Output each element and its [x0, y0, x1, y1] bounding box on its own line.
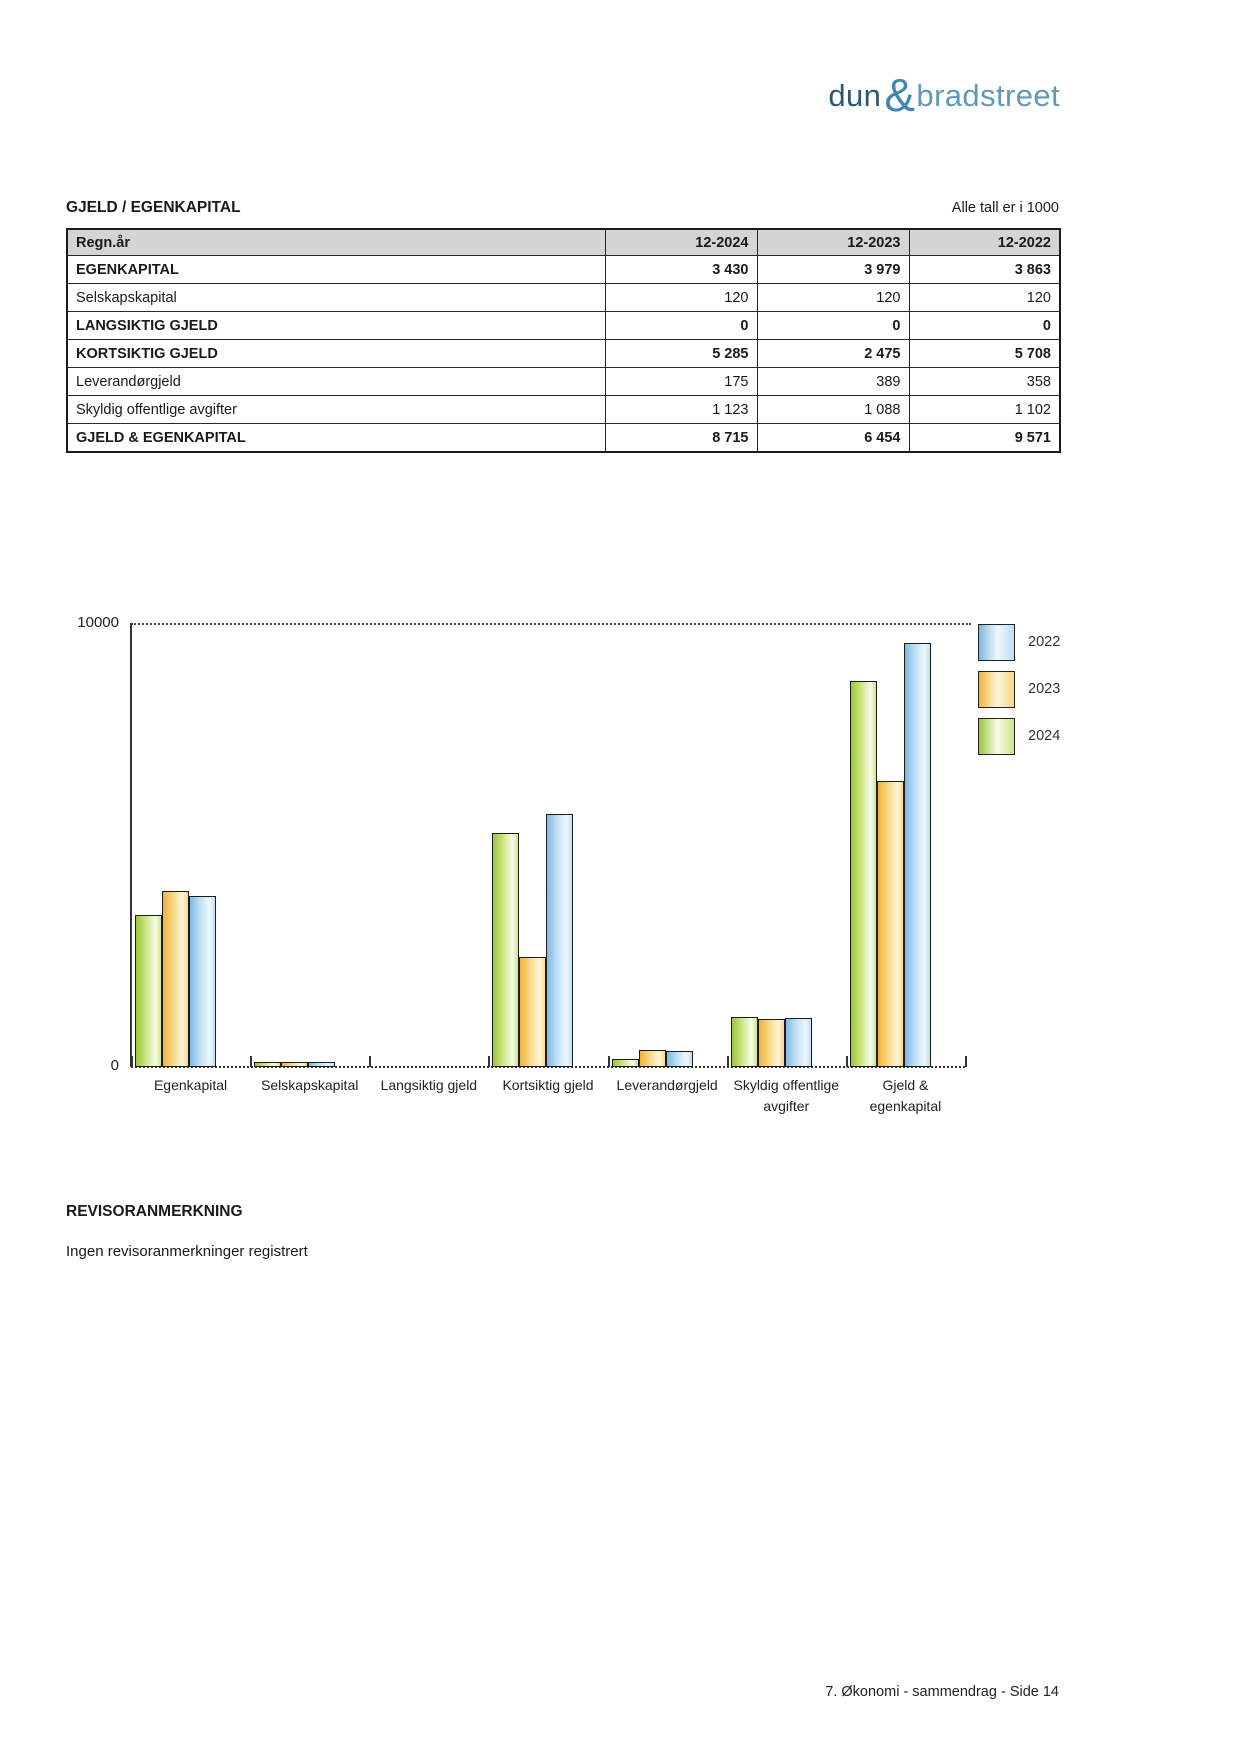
- auditor-remarks-text: Ingen revisoranmerkninger registrert: [66, 1243, 308, 1260]
- table-header-row: [67, 229, 1060, 256]
- category-label: Leverandørgjeld: [616, 1077, 718, 1093]
- category-label: Egenkapital: [153, 1077, 228, 1093]
- column-header: 12-2024: [605, 229, 757, 256]
- column-header: Regn.år: [67, 229, 605, 256]
- category-label: Skyldig offentlige avgifter: [733, 1077, 840, 1114]
- bar-2023-5: [639, 1050, 666, 1067]
- x-axis-tick: [965, 1056, 967, 1067]
- category-label: Gjeld & egenkapital: [869, 1077, 942, 1114]
- x-axis-tick: [846, 1056, 848, 1067]
- x-axis-tick: [727, 1056, 729, 1067]
- category-label: Langsiktig gjeld: [380, 1077, 478, 1093]
- row-value: 389: [757, 368, 909, 396]
- logo-text-bradstreet: bradstreet: [916, 78, 1060, 113]
- row-value: 1 102: [909, 396, 1060, 424]
- bar-2022-6: [785, 1018, 812, 1067]
- row-label: Skyldig offentlige avgifter: [67, 396, 605, 424]
- table-row: [67, 340, 1060, 368]
- row-value: 5 708: [909, 340, 1060, 368]
- row-value: 5 285: [605, 340, 757, 368]
- x-axis-tick: [488, 1056, 490, 1067]
- dnb-logo: [828, 68, 1060, 122]
- row-value: 1 123: [605, 396, 757, 424]
- table-row: [67, 312, 1060, 340]
- legend-swatch-2023: [978, 671, 1015, 708]
- row-value: 120: [757, 284, 909, 312]
- legend-label-2024: 2024: [1028, 728, 1061, 744]
- financial-table: [66, 228, 1061, 453]
- logo-text-dun: dun: [828, 78, 882, 113]
- row-value: 175: [605, 368, 757, 396]
- row-label: Leverandørgjeld: [67, 368, 605, 396]
- bar-2022-4: [546, 814, 573, 1067]
- row-value: 8 715: [605, 424, 757, 453]
- y-tick-label: 10000: [77, 614, 119, 631]
- y-gridline-10000: [131, 623, 971, 625]
- category-label: Kortsiktig gjeld: [502, 1077, 594, 1093]
- table-row: [67, 424, 1060, 453]
- bar-2023-2: [281, 1062, 308, 1067]
- y-axis: [130, 623, 132, 1067]
- row-value: 0: [909, 312, 1060, 340]
- row-value: 1 088: [757, 396, 909, 424]
- row-value: 120: [909, 284, 1060, 312]
- row-label: Selskapskapital: [67, 284, 605, 312]
- row-value: 0: [757, 312, 909, 340]
- page-footer: 7. Økonomi - sammendrag - Side 14: [825, 1684, 1059, 1700]
- table-row: [67, 396, 1060, 424]
- bar-2024-1: [135, 915, 162, 1067]
- row-label: GJELD & EGENKAPITAL: [67, 424, 605, 453]
- bar-2024-7: [850, 681, 877, 1067]
- x-axis-baseline: [131, 1066, 965, 1068]
- legend-label-2023: 2023: [1028, 681, 1061, 697]
- bar-2022-7: [904, 643, 931, 1067]
- column-header: 12-2023: [757, 229, 909, 256]
- x-axis-tick: [369, 1056, 371, 1067]
- bar-2022-1: [189, 896, 216, 1067]
- row-value: 3 979: [757, 256, 909, 284]
- bar-2024-6: [731, 1017, 758, 1067]
- row-value: 3 863: [909, 256, 1060, 284]
- row-value: 2 475: [757, 340, 909, 368]
- legend-swatch-2022: [978, 624, 1015, 661]
- legend-label-2022: 2022: [1028, 634, 1061, 650]
- row-value: 6 454: [757, 424, 909, 453]
- bar-2024-4: [492, 833, 519, 1067]
- bar-2022-2: [308, 1062, 335, 1067]
- row-value: 358: [909, 368, 1060, 396]
- table-row: [67, 368, 1060, 396]
- row-label: KORTSIKTIG GJELD: [67, 340, 605, 368]
- row-value: 9 571: [909, 424, 1060, 453]
- bar-2023-7: [877, 781, 904, 1067]
- row-label: EGENKAPITAL: [67, 256, 605, 284]
- row-label: LANGSIKTIG GJELD: [67, 312, 605, 340]
- auditor-remarks-title: REVISORANMERKNING: [66, 1203, 243, 1220]
- legend-swatch-2024: [978, 718, 1015, 755]
- row-value: 0: [605, 312, 757, 340]
- y-tick-label: 0: [110, 1057, 119, 1074]
- logo-ampersand-icon: &: [884, 69, 916, 121]
- bar-2024-5: [612, 1059, 639, 1067]
- bar-2023-6: [758, 1019, 785, 1067]
- table-row: [67, 284, 1060, 312]
- bar-2022-5: [666, 1051, 693, 1067]
- category-label: Selskapskapital: [261, 1077, 359, 1093]
- x-axis-tick: [250, 1056, 252, 1067]
- bar-2023-1: [162, 891, 189, 1067]
- table-row: [67, 256, 1060, 284]
- section-title: GJELD / EGENKAPITAL: [66, 199, 241, 216]
- column-header: 12-2022: [909, 229, 1060, 256]
- row-value: 120: [605, 284, 757, 312]
- bar-2023-4: [519, 957, 546, 1067]
- x-axis-tick: [131, 1056, 133, 1067]
- units-note: Alle tall er i 1000: [951, 200, 1059, 216]
- x-axis-tick: [608, 1056, 610, 1067]
- row-value: 3 430: [605, 256, 757, 284]
- bar-2024-2: [254, 1062, 281, 1067]
